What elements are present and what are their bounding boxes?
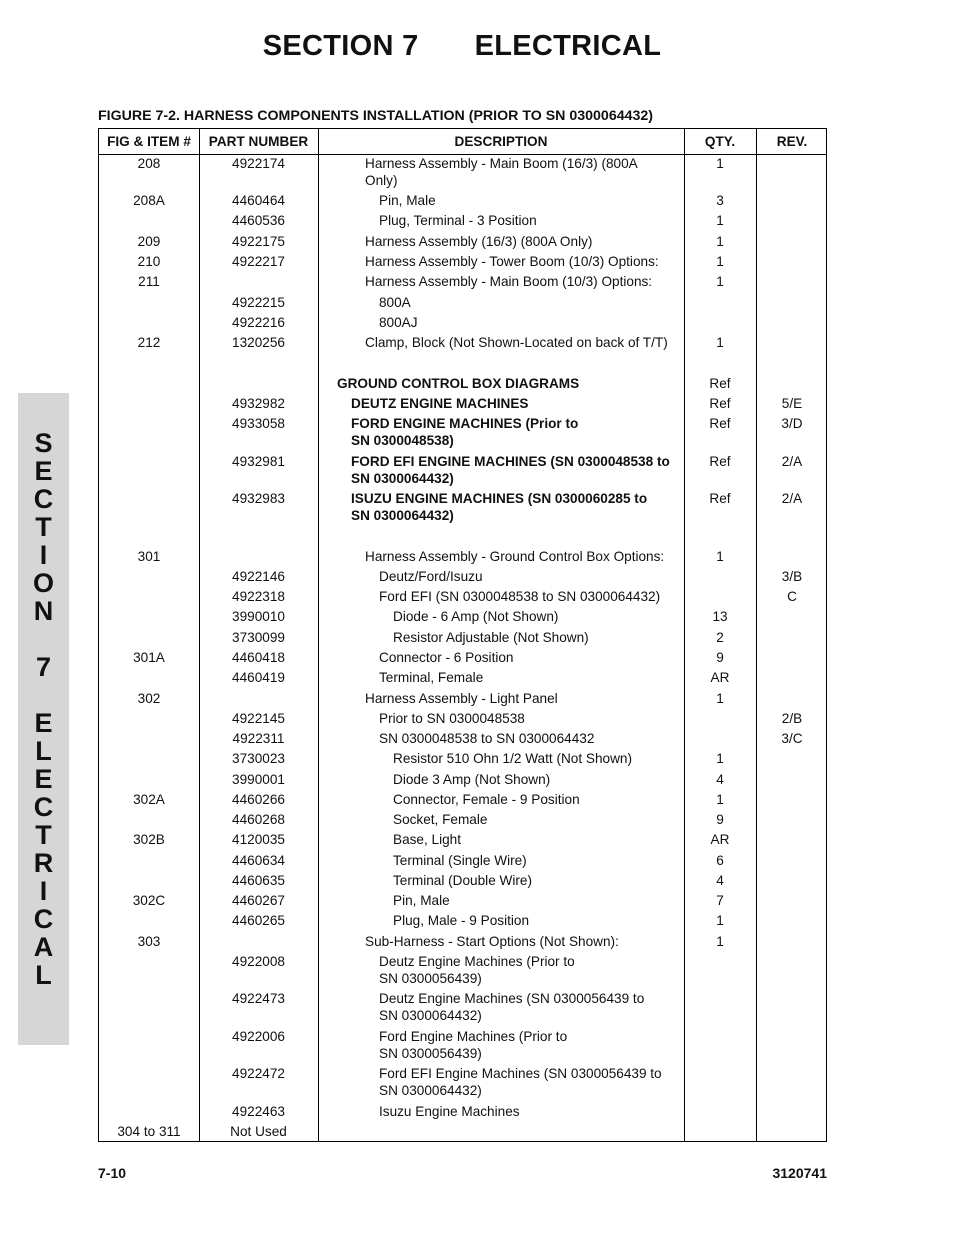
side-tab-letter: C <box>33 484 54 514</box>
fig-item-cell: 210 <box>137 254 161 269</box>
description-line: DEUTZ ENGINE MACHINES <box>351 396 529 411</box>
description-cell <box>318 334 684 351</box>
revision-cell: 2/B <box>781 711 803 726</box>
parts-table <box>98 128 827 1142</box>
description-line: GROUND CONTROL BOX DIAGRAMS <box>337 376 580 391</box>
part-number-cell: 4460265 <box>232 913 285 928</box>
part-number-cell: 4932982 <box>232 396 285 411</box>
description-line: Plug, Terminal - 3 Position <box>379 213 537 228</box>
side-tab-letter: E <box>34 764 53 794</box>
fig-item-cell: 208A <box>133 193 165 208</box>
fig-item-cell: 301 <box>137 549 161 564</box>
description-line: Sub-Harness - Start Options (Not Shown): <box>365 934 619 949</box>
quantity-cell: 3 <box>716 193 724 208</box>
description-line: Deutz Engine Machines (Prior to <box>379 954 575 969</box>
side-tab-letter: N <box>33 596 54 626</box>
revision-cell: C <box>787 589 797 604</box>
description-line: Resistor 510 Ohn 1/2 Watt (Not Shown) <box>393 751 632 766</box>
part-number-cell: 4922145 <box>232 711 285 726</box>
description-cell <box>318 629 684 646</box>
description-cell <box>318 395 684 412</box>
part-number-cell: 4460267 <box>232 893 285 908</box>
part-number-cell: 4120035 <box>232 832 285 847</box>
description-line: Terminal (Single Wire) <box>393 853 527 868</box>
quantity-cell: 1 <box>716 213 724 228</box>
page-title <box>0 30 924 63</box>
quantity-cell: 7 <box>716 893 724 908</box>
part-number-cell: 4922473 <box>232 991 285 1006</box>
fig-item-cell: 304 to 311 <box>117 1124 181 1139</box>
part-number-cell: 4460419 <box>232 670 285 685</box>
part-number-cell: 4922472 <box>232 1066 285 1081</box>
column-header-qty: QTY. <box>704 134 736 149</box>
revision-cell: 2/A <box>781 491 803 506</box>
part-number-cell: 4922146 <box>232 569 285 584</box>
description-line: Terminal, Female <box>379 670 484 685</box>
description-line: Resistor Adjustable (Not Shown) <box>393 630 589 645</box>
part-number-cell: 3990010 <box>232 609 285 624</box>
description-cell <box>318 273 684 290</box>
quantity-cell: Ref <box>709 396 731 411</box>
description-cell <box>318 588 684 605</box>
description-line: Harness Assembly - Main Boom (10/3) Options: <box>365 274 653 289</box>
part-number-cell: 4460418 <box>232 650 285 665</box>
part-number-cell: 4922463 <box>232 1104 285 1119</box>
part-number-cell: 3730023 <box>232 751 285 766</box>
quantity-cell: 1 <box>716 934 724 949</box>
column-header-part-number: PART NUMBER <box>208 134 309 149</box>
side-tab-letter: E <box>34 456 53 486</box>
description-cell <box>318 730 684 747</box>
description-cell <box>318 811 684 828</box>
description-line: Only) <box>365 173 398 188</box>
description-line: Connector - 6 Position <box>379 650 514 665</box>
description-line: Harness Assembly - Ground Control Box Options: <box>365 549 665 564</box>
section-number: SECTION 7 <box>262 30 419 62</box>
revision-cell: 3/D <box>781 416 803 431</box>
part-number-cell: 4922006 <box>232 1029 285 1044</box>
quantity-cell: 1 <box>716 335 724 350</box>
part-number-cell: 4932981 <box>232 454 285 469</box>
quantity-cell: 4 <box>716 873 724 888</box>
fig-item-cell: 301A <box>133 650 165 665</box>
quantity-cell: 1 <box>716 691 724 706</box>
description-cell <box>318 690 684 707</box>
part-number-cell: 4922217 <box>232 254 285 269</box>
description-cell <box>318 415 684 449</box>
side-tab-letter: 7 <box>35 652 52 682</box>
description-cell <box>318 568 684 585</box>
part-number-cell: 4922318 <box>232 589 285 604</box>
column-header-fig-item: FIG & ITEM # <box>107 134 191 149</box>
side-tab-letter: I <box>39 876 48 906</box>
part-number-cell: 4922174 <box>232 156 285 171</box>
quantity-cell: 9 <box>716 812 724 827</box>
description-cell <box>318 375 684 392</box>
side-tab-letter: R <box>33 848 54 878</box>
description-cell <box>318 649 684 666</box>
quantity-cell: Ref <box>709 454 731 469</box>
part-number-cell: 4460536 <box>232 213 285 228</box>
side-tab-letter: C <box>33 904 54 934</box>
quantity-cell: 4 <box>716 772 724 787</box>
description-line: Clamp, Block (Not Shown-Located on back of T/T) <box>365 335 668 350</box>
part-number-cell: 4460464 <box>232 193 285 208</box>
quantity-cell: AR <box>710 670 730 685</box>
quantity-cell: 1 <box>716 274 724 289</box>
description-cell <box>318 1065 684 1099</box>
description-line: SN 0300056439) <box>379 1046 482 1061</box>
description-line: Harness Assembly (16/3) (800A Only) <box>365 234 593 249</box>
side-tab-letter: I <box>39 540 48 570</box>
description-line: SN 0300064432) <box>351 508 454 523</box>
description-cell <box>318 453 684 487</box>
column-divider <box>756 129 757 1141</box>
part-number-cell: 4460634 <box>232 853 285 868</box>
description-line: SN 0300048538 to SN 0300064432 <box>379 731 595 746</box>
description-line: SN 0300064432) <box>379 1083 482 1098</box>
description-cell <box>318 1028 684 1062</box>
description-cell <box>318 490 684 524</box>
quantity-cell: AR <box>710 832 730 847</box>
part-number-cell: 4460268 <box>232 812 285 827</box>
description-cell <box>318 710 684 727</box>
revision-cell: 5/E <box>781 396 803 411</box>
description-cell <box>318 548 684 565</box>
part-number-cell: 4460635 <box>232 873 285 888</box>
description-cell <box>318 253 684 270</box>
part-number-cell: 3990001 <box>232 772 285 787</box>
description-line: SN 0300048538) <box>351 433 454 448</box>
quantity-cell: 13 <box>712 609 728 624</box>
description-line: Pin, Male <box>393 893 450 908</box>
description-cell <box>318 953 684 987</box>
description-line: Ford EFI Engine Machines (SN 0300056439 to <box>379 1066 662 1081</box>
description-line: Connector, Female - 9 Position <box>393 792 580 807</box>
side-tab-letter: O <box>32 568 54 598</box>
part-number-cell: 3730099 <box>232 630 285 645</box>
side-tab-letter: L <box>35 736 52 766</box>
description-line: Diode - 6 Amp (Not Shown) <box>393 609 559 624</box>
fig-item-cell: 302 <box>137 691 161 706</box>
section-side-tab <box>18 393 69 1045</box>
quantity-cell: 1 <box>716 792 724 807</box>
description-line: Deutz/Ford/Isuzu <box>379 569 483 584</box>
description-cell <box>318 990 684 1024</box>
quantity-cell: 1 <box>716 156 724 171</box>
part-number-cell: 4922175 <box>232 234 285 249</box>
description-cell <box>318 750 684 767</box>
page-number: 7-10 <box>98 1165 127 1181</box>
column-header-description: DESCRIPTION <box>454 134 548 149</box>
description-cell <box>318 872 684 889</box>
description-line: Prior to SN 0300048538 <box>379 711 525 726</box>
side-tab-letter: L <box>35 960 52 990</box>
description-cell <box>318 314 684 331</box>
quantity-cell: 1 <box>716 254 724 269</box>
side-tab-letter: A <box>33 932 54 962</box>
quantity-cell: Ref <box>709 491 731 506</box>
description-line: SN 0300064432) <box>379 1008 482 1023</box>
description-cell <box>318 233 684 250</box>
description-cell <box>318 771 684 788</box>
quantity-cell: 9 <box>716 650 724 665</box>
description-line: Isuzu Engine Machines <box>379 1104 520 1119</box>
description-line: 800AJ <box>379 315 418 330</box>
description-line: Harness Assembly - Tower Boom (10/3) Options: <box>365 254 659 269</box>
fig-item-cell: 209 <box>137 234 161 249</box>
description-cell <box>318 1103 684 1120</box>
quantity-cell: 1 <box>716 913 724 928</box>
revision-cell: 3/C <box>781 731 803 746</box>
description-cell <box>318 831 684 848</box>
description-line: Diode 3 Amp (Not Shown) <box>393 772 551 787</box>
side-tab-letter: S <box>34 428 53 458</box>
description-line: Ford Engine Machines (Prior to <box>379 1029 568 1044</box>
fig-item-cell: 302B <box>133 832 165 847</box>
quantity-cell: 6 <box>716 853 724 868</box>
part-number-cell: 4460266 <box>232 792 285 807</box>
description-line: Harness Assembly - Main Boom (16/3) (800A <box>365 156 638 171</box>
description-line: Terminal (Double Wire) <box>393 873 532 888</box>
description-cell <box>318 933 684 950</box>
figure-caption: FIGURE 7-2. HARNESS COMPONENTS INSTALLATION (PRIOR TO SN 0300064432) <box>98 108 653 124</box>
description-cell <box>318 912 684 929</box>
revision-cell: 3/B <box>781 569 803 584</box>
description-cell <box>318 669 684 686</box>
quantity-cell: Ref <box>709 416 731 431</box>
description-line: Ford EFI (SN 0300048538 to SN 0300064432) <box>379 589 661 604</box>
description-cell <box>318 212 684 229</box>
side-tab-letter: C <box>33 792 54 822</box>
part-number-cell: 4922008 <box>232 954 285 969</box>
side-tab-letter: T <box>35 512 52 542</box>
quantity-cell: 1 <box>716 234 724 249</box>
fig-item-cell: 211 <box>138 274 160 289</box>
quantity-cell: 1 <box>716 751 724 766</box>
section-title: ELECTRICAL <box>474 30 662 62</box>
part-number-cell: 4922216 <box>232 315 285 330</box>
description-line: 800A <box>379 295 411 310</box>
fig-item-cell: 208 <box>137 156 161 171</box>
part-number-cell: 4932983 <box>232 491 285 506</box>
description-cell <box>318 155 684 189</box>
fig-item-cell: 212 <box>137 335 161 350</box>
description-line: FORD ENGINE MACHINES (Prior to <box>351 416 579 431</box>
description-line: FORD EFI ENGINE MACHINES (SN 0300048538 to <box>351 454 670 469</box>
fig-item-cell: 302C <box>132 893 166 908</box>
description-cell <box>318 294 684 311</box>
description-cell <box>318 852 684 869</box>
description-line: Deutz Engine Machines (SN 0300056439 to <box>379 991 645 1006</box>
quantity-cell: Ref <box>709 376 731 391</box>
description-cell <box>318 192 684 209</box>
description-line: Harness Assembly - Light Panel <box>365 691 558 706</box>
part-number-cell: 4922311 <box>232 731 285 746</box>
part-number-cell: Not Used <box>230 1124 287 1139</box>
description-line: Plug, Male - 9 Position <box>393 913 530 928</box>
part-number-cell: 4933058 <box>232 416 285 431</box>
description-cell <box>318 608 684 625</box>
revision-cell: 2/A <box>781 454 803 469</box>
description-line: SN 0300056439) <box>379 971 482 986</box>
description-line: ISUZU ENGINE MACHINES (SN 0300060285 to <box>351 491 648 506</box>
description-line: Socket, Female <box>393 812 488 827</box>
description-cell <box>318 791 684 808</box>
part-number-cell: 4922215 <box>232 295 285 310</box>
description-line: Pin, Male <box>379 193 436 208</box>
fig-item-cell: 302A <box>133 792 165 807</box>
description-line: Base, Light <box>393 832 462 847</box>
quantity-cell: 2 <box>716 630 724 645</box>
side-tab-letter: E <box>34 708 53 738</box>
description-cell <box>318 892 684 909</box>
side-tab-letter: T <box>35 820 52 850</box>
column-header-rev: REV. <box>776 134 808 149</box>
part-number-cell: 1320256 <box>232 335 285 350</box>
quantity-cell: 1 <box>716 549 724 564</box>
document-number: 3120741 <box>772 1165 827 1181</box>
fig-item-cell: 303 <box>137 934 161 949</box>
description-line: SN 0300064432) <box>351 471 454 486</box>
